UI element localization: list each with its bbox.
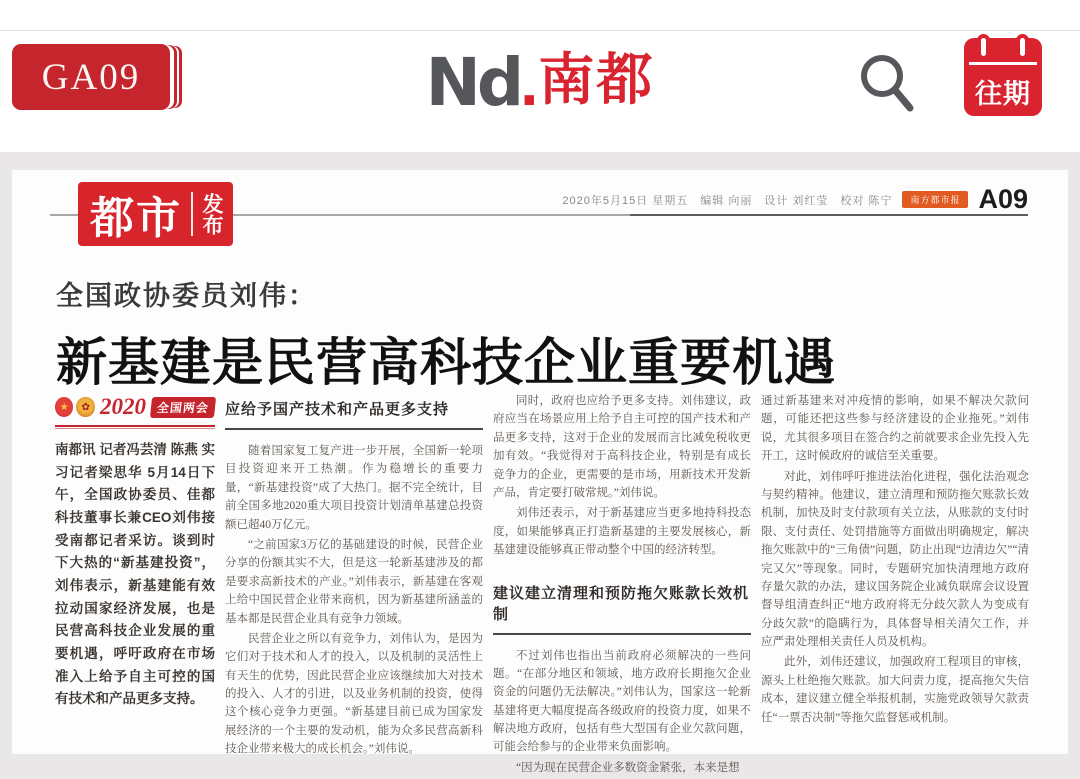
headline-kicker: 全国政协委员刘伟： xyxy=(56,281,317,311)
calendar-ring-icon xyxy=(1016,34,1029,60)
calendar-line xyxy=(969,62,1037,65)
paragraph: “之前国家3万亿的基础建设的时候，民营企业分享的份额其实不大，但是这一轮新基建涉及的都是要求高新技术的产业。”刘伟表示，新基建在客观上给中国民营企业带来商机，因为新基建所涵盖的基本都是民营企业具有竞争力领域。 xyxy=(225,538,483,625)
cppcc-emblem-icon: ✿ xyxy=(76,397,94,417)
page-masthead xyxy=(12,170,1068,266)
paragraph: 民营企业之所以有竞争力，刘伟认为，是因为它们对于技术和人才的投入，以及机制的灵活性上有天生的优势，因此民营企业应该继续加大对技术的投入、人才的引进，以及业务机制的投资，使得这个核心竞争力更强。“新基建目前已成为国家发展经济的一个主要的发动机，能为众多民营高新科技企业带来极大的成长机会。”刘伟说。 xyxy=(225,632,483,756)
section-main-label: 都市 xyxy=(90,194,182,243)
paper-badge: 南方都市报 xyxy=(902,191,968,208)
archive-calendar-button[interactable] xyxy=(964,38,1042,116)
archive-label: 往期 xyxy=(975,79,1031,109)
article-column-4 xyxy=(761,392,1029,779)
lead-column xyxy=(55,392,215,779)
dateline: 2020年5月15日 星期五 编辑 向丽 设计 刘红莹 校对 陈宁 xyxy=(562,194,893,207)
paragraph: 随着国家复工复产进一步开展，全国新一轮项目投资迎来开工热潮。作为稳增长的重要力量，“新基建投资”成了大热门。据不完全统计，目前全国多地2020重大项目投资计划清单基建总投资额已超40万亿元。 xyxy=(225,445,483,531)
paragraph: 此外，刘伟还建议，加强政府工程项目的审核，源头上杜绝拖欠账款。加大问责力度，提高拖欠失信成本，建议建立健全举报机制，实施党政领导欠款责任“一票否决制”等拖欠监督惩戒机制。 xyxy=(761,656,1029,724)
section-badge xyxy=(78,182,233,246)
logo-nd-text: Nd xyxy=(425,44,521,121)
paragraph: 同时，政府也应给予更多支持。刘伟建议，政府应当在场景应用上给予自主可控的国产技术和产品更多支持，这对于企业的发展而言比减免税收更加有效。“我觉得对于高科技企业，特别是有成长竞争力的企业，更需要的是市场，用新技术开发新产品，肯定要打破常规。”刘伟说。 xyxy=(493,395,751,499)
paragraph: “因为现在民营企业多数资金紧张，本来是想 xyxy=(516,761,740,774)
masthead-right xyxy=(562,184,1028,215)
calendar-ring-icon xyxy=(977,34,990,60)
paragraph: 不过刘伟也指出当前政府必须解决的一些问题。“在部分地区和领域，地方政府长期拖欠企业资金的问题仍无法解决。”刘伟认为，国家这一轮新基建将更大幅度提高各级政府的投资力度，如果不解决地方政府，包括有些大型国有企业欠款问题，可能会给参与的企业带来负面影响。 xyxy=(493,649,751,754)
lianghui-logo xyxy=(55,392,215,422)
headline-title: 新基建是民营高科技企业重要机遇 xyxy=(56,334,837,391)
lianghui-year: 2020 xyxy=(99,394,146,419)
subheading-1: 应给予国产技术和产品更多支持 xyxy=(225,392,483,430)
topbar-divider xyxy=(0,30,1080,31)
masthead-rule-right xyxy=(630,214,1028,216)
paragraph: 对此，刘伟呼吁推进法治化进程，强化法治观念与契约精神。他建议，建立清理和预防拖欠账款长效机制，加快及时支付款项有关立法，从账款的支付时限、支付责任、处罚措施等方面做出明确规定，解决拖欠账款中的“三角债”问题，防止出现“边清边欠”“清完又欠”等现象。同时，专题研究加快清理地方政府存量欠款的办法，建议国务院企业减负联席会议设置督导组清查纠正“地方政府将无分歧欠款人为变成有分歧欠款”的隐瞒行为，具体督导相关清欠工作，并应严肃处理相关责任人员及机构。 xyxy=(761,470,1029,649)
article-columns xyxy=(12,392,1068,774)
section-badge-divider xyxy=(191,192,193,236)
paragraph: 通过新基建来对冲疫情的影响，如果不解决欠款问题，可能还把这些参与经济建设的企业拖死。”刘伟说，尤其很多项目在签合约之前就要求企业先投入先开工，这时候政府的诚信至关重要。 xyxy=(761,395,1029,463)
section-sub-label: 发布 xyxy=(200,193,223,235)
lianghui-badge: 全国两会 xyxy=(150,397,216,418)
lianghui-rule xyxy=(55,425,215,429)
search-icon[interactable] xyxy=(854,50,920,116)
logo-name-text: 南都 xyxy=(538,48,655,111)
logo-dot: . xyxy=(520,45,539,119)
national-emblem-icon: ★ xyxy=(55,397,73,417)
newspaper-page xyxy=(12,170,1068,774)
article-column-3 xyxy=(493,392,751,779)
paragraph: 刘伟还表示，对于新基建应当更多地持科投态度，如果能够真正打造新基建的主要发展核心，新基建建设能够真正带动整个中国的经济转型。 xyxy=(493,507,751,557)
page-code-label: GA09 xyxy=(41,56,141,98)
article-column-2 xyxy=(225,392,483,779)
subheading-2: 建议建立清理和预防拖欠账款长效机制 xyxy=(493,576,751,635)
lead-paragraph: 南都讯 记者冯芸清 陈燕 实习记者梁思华 5月14日下午，全国政协委员、佳都科技董事长兼CEO刘伟接受南都记者采访。谈到时下大热的“新基建投资”，刘伟表示，新基建能有效拉动国家经济发展，也是民营高科技企业发展的重要机遇，呼吁政府在市场准入上给予自主可控的国有技术和产品更多支持。 xyxy=(55,442,215,707)
app-topbar xyxy=(0,0,1080,152)
page-number: A09 xyxy=(978,184,1028,214)
article-headline-block xyxy=(12,266,1068,395)
